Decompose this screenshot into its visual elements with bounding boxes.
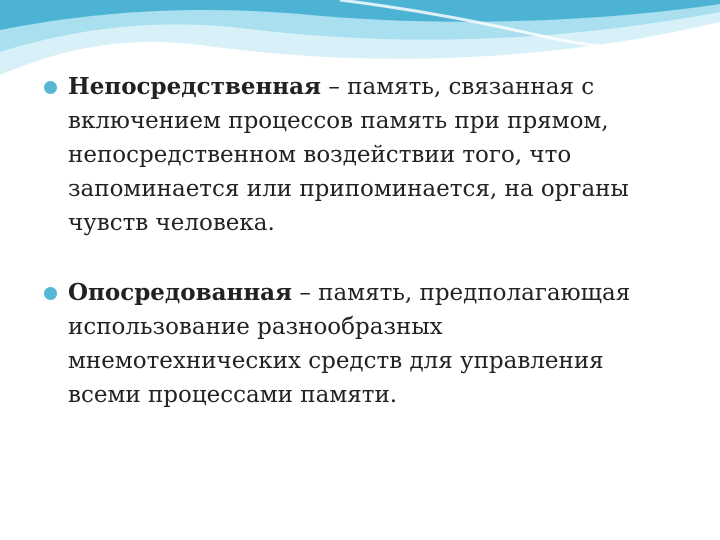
term-direct: Непосредственная [68,73,322,100]
definition-mediated: – память, предполагающая использование разнообразных мнемотехнических средств для управления всеми процессами памяти. [68,280,631,408]
bullet-dot-icon [44,287,57,300]
bullet-dot-icon [44,81,57,94]
definition-direct: – память, связанная с включением процессов память при прямом, непосредственном воздействии того, что запоминается или припоминается, на органы чувств человека. [68,74,629,236]
bullet-item-direct-memory [40,70,680,240]
bullet-item-mediated-memory [40,276,680,412]
bullet-list [40,70,680,412]
term-mediated: Опосредованная [68,279,293,306]
